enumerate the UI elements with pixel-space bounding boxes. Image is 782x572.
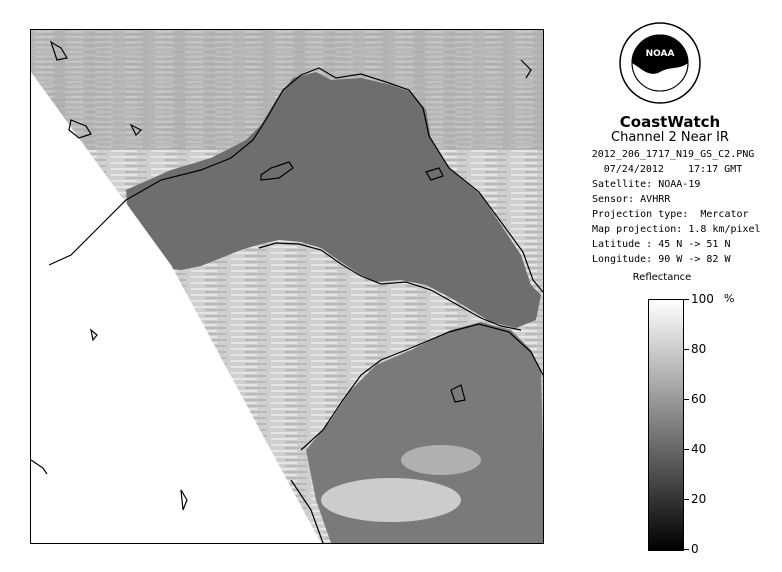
- filename: 2012_206_1717_N19_GS_C2.PNG: [591, 149, 755, 160]
- satellite-map[interactable]: [30, 29, 544, 544]
- legend-title: Reflectance: [632, 272, 692, 283]
- colorbar-tick: [683, 499, 689, 500]
- noaa-logo-icon: [619, 22, 701, 104]
- map-svg: [31, 30, 543, 543]
- cloud-patch: [401, 445, 481, 475]
- noaa-logo: [619, 22, 701, 104]
- colorbar-tick-label: 0: [691, 542, 699, 556]
- colorbar-tick-label: 100: [691, 292, 714, 306]
- datetime: 07/24/2012 17:17 GMT: [603, 164, 743, 175]
- brand-title: CoastWatch: [619, 113, 721, 131]
- longitude: Longitude: 90 W -> 82 W: [592, 254, 731, 265]
- logo-text: NOAA: [645, 49, 675, 59]
- projection-type: Projection type: Mercator: [592, 209, 749, 220]
- colorbar-tick: [683, 399, 689, 400]
- colorbar-tick: [683, 549, 689, 550]
- colorbar-tick: [683, 349, 689, 350]
- sensor: Sensor: AVHRR: [592, 194, 671, 205]
- satellite: Satellite: NOAA-19: [592, 179, 701, 190]
- colorbar: [648, 299, 684, 551]
- colorbar-tick-label: 60: [691, 392, 707, 406]
- colorbar-tick-label: 80: [691, 342, 707, 356]
- colorbar-tick: [683, 449, 689, 450]
- colorbar-tick-label: 40: [691, 442, 707, 456]
- legend-unit: %: [724, 292, 735, 305]
- cloud-patch: [321, 478, 461, 522]
- map-projection: Map projection: 1.8 km/pixel: [592, 224, 761, 235]
- colorbar-tick: [683, 299, 689, 300]
- latitude: Latitude : 45 N -> 51 N: [592, 239, 731, 250]
- channel-subtitle: Channel 2 Near IR: [611, 130, 729, 145]
- colorbar-tick-label: 20: [691, 492, 707, 506]
- metadata-block: [568, 147, 778, 267]
